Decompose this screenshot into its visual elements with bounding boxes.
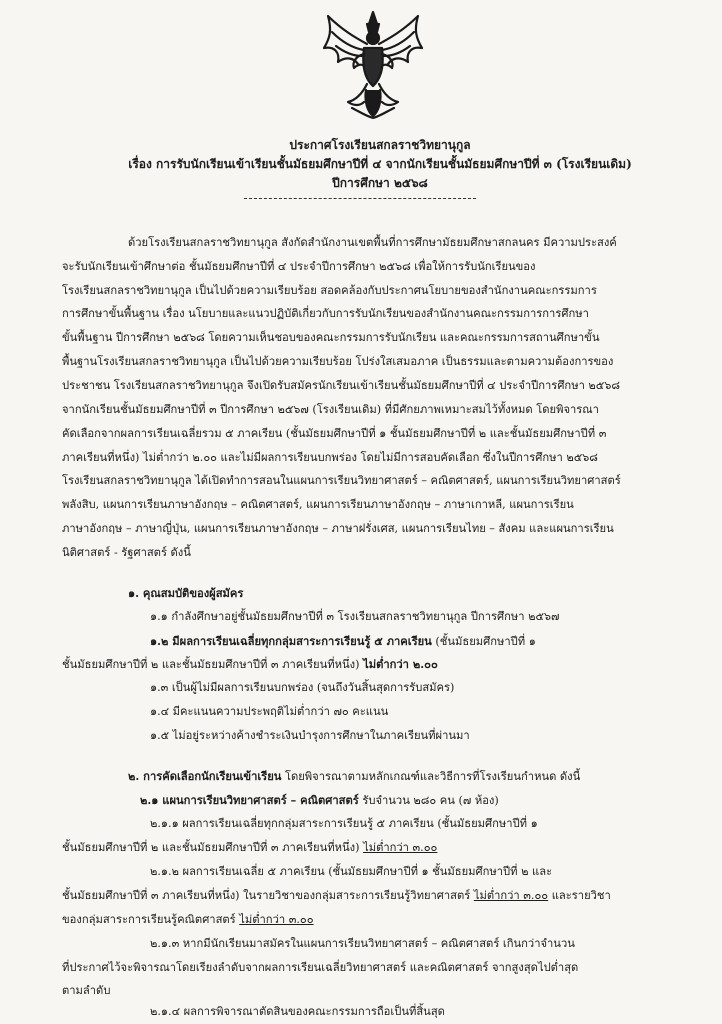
section-2-1-2-line-2: [62, 888, 611, 904]
section-2-1-2-line-3: [62, 912, 314, 928]
item-2-cont-min: ไม่ต่ำกว่า ๒.๐๐: [363, 657, 438, 671]
section-2-title-bold: ๒. การคัดเลือกนักเรียนเข้าเรียน: [128, 769, 282, 783]
section-1-item-5: ๑.๕ ไม่อยู่ระหว่างค้างชำระเงินบำรุงการศึกษาในภาคเรียนที่ผ่านมา: [150, 729, 470, 742]
garuda-emblem-icon: [318, 8, 428, 120]
body-line-13: ภาษาอังกฤษ – ภาษาญี่ปุ่น, แผนการเรียนภาษาอังกฤษ – ภาษาฝรั่งเศส, แผนการเรียนไทย – สังคม และแผนการเรียน: [62, 522, 614, 535]
s212-text: ชั้นมัธยมศึกษาปีที่ ๓ ภาคเรียนที่หนึ่ง) ในรายวิชาของกลุ่มสาระการเรียนรู้วิทยาศาสตร์: [62, 889, 471, 902]
heading-divider: [244, 198, 476, 199]
section-2-title-rest: โดยพิจารณาตามหลักเกณฑ์และวิธีการที่โรงเรียนกำหนด ดังนี้: [284, 770, 581, 783]
body-line-1: ด้วยโรงเรียนสกลราชวิทยานุกูล สังกัดสำนักงานเขตพื้นที่การศึกษามัธยมศึกษาสกลนคร มีความประสงค์: [128, 236, 617, 249]
body-line-8: จากนักเรียนชั้นมัธยมศึกษาปีที่ ๓ ปีการศึกษา ๒๕๖๗ (โรงเรียนเดิม) ที่มีศักยภาพเหมาะสมไว้ทั้งหมด โดยพิจารณา: [62, 403, 599, 416]
section-2-title: [128, 768, 580, 785]
s212-min-science: ไม่ต่ำกว่า ๓.๐๐: [473, 889, 549, 902]
body-line-7: ประชาชน โรงเรียนสกลราชวิทยานุกูล จึงเปิดรับสมัครนักเรียนเข้าเรียนชั้นมัธยมศึกษาปีที่ ๔ ประจำปีการศึกษา ๒๕๖๘: [62, 379, 620, 392]
section-2-1-1-line-2: [62, 840, 437, 856]
body-line-2: จะรับนักเรียนเข้าศึกษาต่อ ชั้นมัธยมศึกษาปีที่ ๔ ประจำปีการศึกษา ๒๕๖๘ เพื่อให้การรับนักเรียนของ: [62, 260, 536, 273]
s212-min-math: ไม่ต่ำกว่า ๓.๐๐: [239, 913, 314, 926]
section-2-1-rest: รับจำนวน ๒๘๐ คน (๗ ห้อง): [362, 794, 499, 807]
body-line-12: พลังสิบ, แผนการเรียนภาษาอังกฤษ – คณิตศาสตร์, แผนการเรียนภาษาอังกฤษ – ภาษาเกาหลี, แผนการเรียน: [62, 498, 574, 511]
body-line-14: นิติศาสตร์ - รัฐศาสตร์ ดังนี้: [62, 546, 191, 559]
section-2-1-4: ๒.๑.๔ ผลการพิจารณาตัดสินของคณะกรรมการถือเป็นที่สิ้นสุด: [150, 1005, 445, 1018]
s212-math-text: ของกลุ่มสาระการเรียนรู้คณิตศาสตร์: [62, 913, 236, 926]
section-2-1-3-line-3: ตามลำดับ: [62, 984, 111, 997]
subject-text: การรับนักเรียนเข้าเรียนชั้นมัธยมศึกษาปีที่ ๔ จากนักเรียนชั้นมัธยมศึกษาปีที่ ๓ (โรงเรียนเดิม): [156, 157, 632, 171]
section-1-item-2-cont: [62, 656, 438, 673]
section-2-1-bold: ๒.๑ แผนการเรียนวิทยาศาสตร์ – คณิตศาสตร์: [140, 793, 359, 807]
subject-label: เรื่อง: [128, 157, 152, 171]
s211-text: ชั้นมัธยมศึกษาปีที่ ๒ และชั้นมัธยมศึกษาปีที่ ๓ ภาคเรียนที่หนึ่ง): [62, 841, 360, 854]
academic-year: ปีการศึกษา ๒๕๖๘: [332, 176, 428, 190]
body-line-10: ภาคเรียนที่หนึ่ง) ไม่ต่ำกว่า ๒.๐๐ และไม่มีผลการเรียนบกพร่อง โดยไม่มีการสอบคัดเลือก ซึ่งในปีการศึกษา ๒๕๖๘: [62, 451, 598, 464]
s212-and: และรายวิชา: [551, 889, 611, 902]
s211-min: ไม่ต่ำกว่า ๓.๐๐: [363, 841, 438, 854]
section-2-1-3-line-2: ที่ประกาศไว้จะพิจารณาโดยเรียงลำดับจากผลการเรียนเฉลี่ยวิทยาศาสตร์ และคณิตศาสตร์ จากสูงสุดไปต่ำสุด: [62, 961, 579, 974]
section-1-item-4: ๑.๔ มีคะแนนความประพฤติไม่ต่ำกว่า ๗๐ คะแนน: [150, 705, 389, 718]
item-2-cont-text: ชั้นมัธยมศึกษาปีที่ ๒ และชั้นมัธยมศึกษาปีที่ ๓ ภาคเรียนที่หนึ่ง): [62, 658, 360, 671]
item-2-bold: ๑.๒ มีผลการเรียนเฉลี่ยทุกกลุ่มสาระการเรียนรู้ ๕ ภาคเรียน: [150, 634, 432, 648]
item-2-rest: (ชั้นมัธยมศึกษาปีที่ ๑: [435, 635, 536, 648]
section-1-item-2: [150, 633, 536, 650]
section-2-1-2-line-1: ๒.๑.๒ ผลการเรียนเฉลี่ย ๕ ภาคเรียน (ชั้นมัธยมศึกษาปีที่ ๑ ชั้นมัธยมศึกษาปีที่ ๒ และ: [150, 865, 553, 878]
body-line-5: ขั้นพื้นฐาน ปีการศึกษา ๒๕๖๘ โดยความเห็นชอบของคณะกรรมการรับนักเรียน และคณะกรรมการสถานศึกษาขั้น: [62, 331, 600, 344]
section-1-item-3: ๑.๓ เป็นผู้ไม่มีผลการเรียนบกพร่อง (จนถึงวันสิ้นสุดการรับสมัคร): [150, 681, 455, 694]
section-2-1-3-line-1: ๒.๑.๓ หากมีนักเรียนมาสมัครในแผนการเรียนวิทยาศาสตร์ – คณิตศาสตร์ เกินกว่าจำนวน: [150, 937, 575, 950]
body-line-9: คัดเลือกจากผลการเรียนเฉลี่ยรวม ๕ ภาคเรียน (ชั้นมัธยมศึกษาปีที่ ๑ ชั้นมัธยมศึกษาปีที่ ๒ และชั้นมัธยมศึกษาปีที่ ๓: [62, 427, 607, 440]
body-line-6: พื้นฐานโรงเรียนสกลราชวิทยานุกูล เป็นไปด้วยความเรียบร้อย โปร่งใสเสมอภาค เป็นธรรมและตามความต้องการของ: [62, 355, 614, 368]
section-2-1-1-line-1: ๒.๑.๑ ผลการเรียนเฉลี่ยทุกกลุ่มสาระการเรียนรู้ ๕ ภาคเรียน (ชั้นมัธยมศึกษาปีที่ ๑: [150, 817, 538, 830]
section-1-title: ๑. คุณสมบัติของผู้สมัคร: [128, 586, 244, 600]
announcement-subject: [60, 156, 700, 173]
section-1-item-1: ๑.๑ กำลังศึกษาอยู่ชั้นมัธยมศึกษาปีที่ ๓ โรงเรียนสกลราชวิทยานุกูล ปีการศึกษา ๒๕๖๗: [150, 610, 560, 623]
section-2-1-title: [140, 792, 499, 809]
body-line-11: โรงเรียนสกลราชวิทยานุกูล ได้เปิดทำการสอนในแผนการเรียนวิทยาศาสตร์ – คณิตศาสตร์, แผนการเรียนวิทยาศาสตร์: [62, 474, 621, 487]
body-line-3: โรงเรียนสกลราชวิทยานุกูล เป็นไปด้วยความเรียบร้อย สอดคล้องกับประกาศนโยบายของสำนักงานคณะกรรมการ: [62, 284, 597, 297]
body-line-4: การศึกษาขั้นพื้นฐาน เรื่อง นโยบายและแนวปฏิบัติเกี่ยวกับการรับนักเรียนของสำนักงานคณะกรรมการการศึกษา: [62, 307, 589, 320]
announcement-title: ประกาศโรงเรียนสกลราชวิทยานุกูล: [289, 138, 471, 152]
